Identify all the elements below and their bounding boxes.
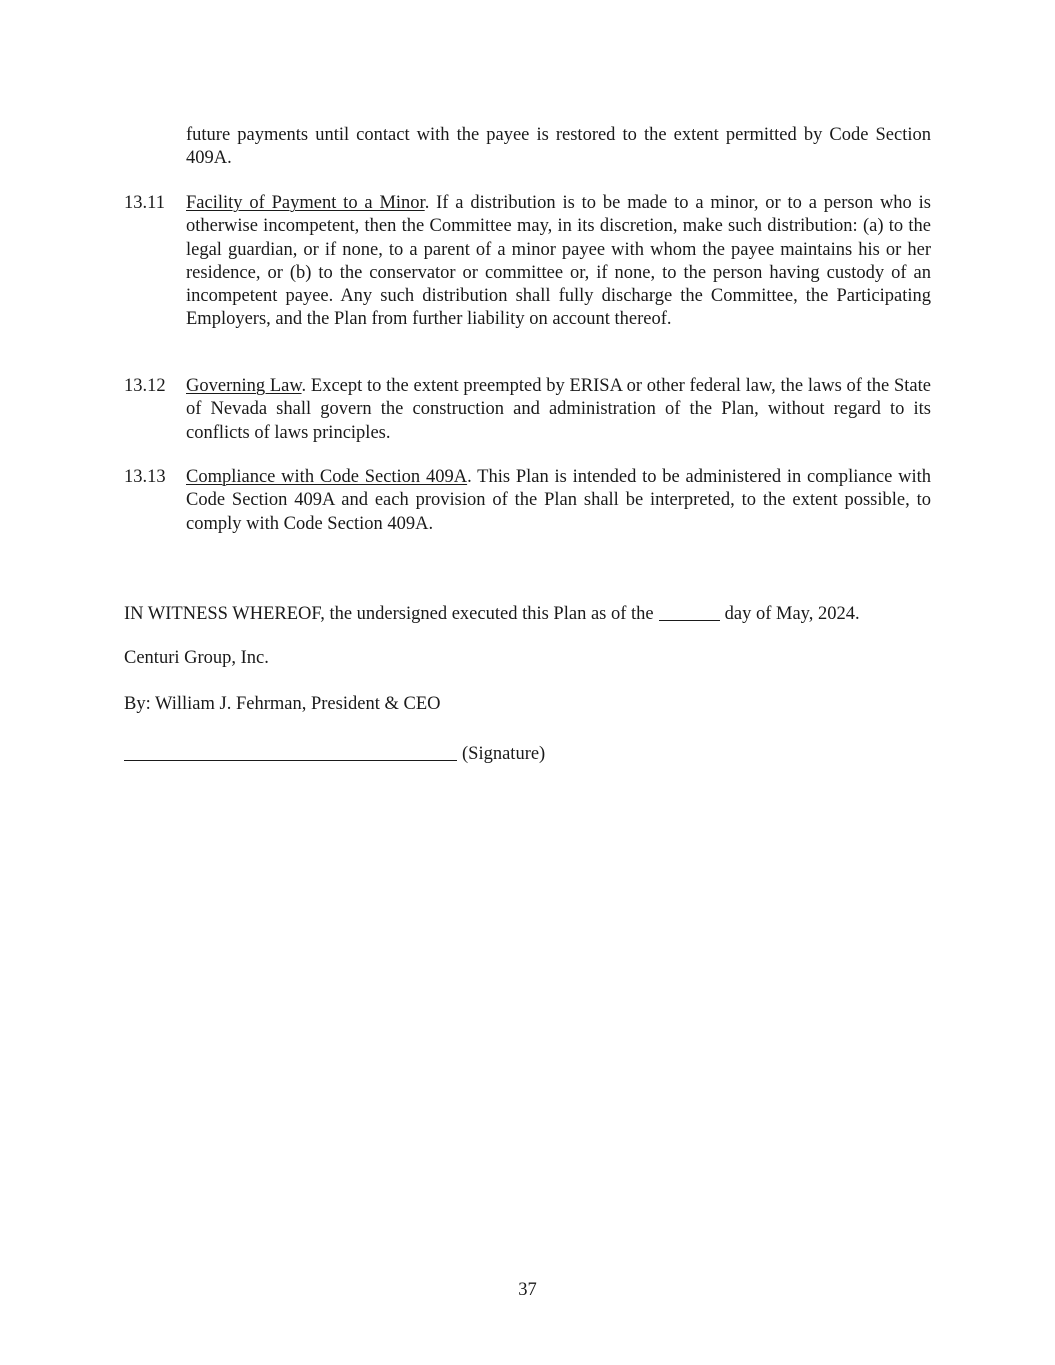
section-body	[186, 466, 931, 536]
day-blank	[659, 602, 720, 621]
company-name: Centuri Group, Inc.	[124, 648, 269, 668]
signature-blank	[124, 742, 457, 761]
section-13-11	[124, 192, 931, 332]
section-number: 13.12	[124, 376, 166, 396]
section-heading: Facility of Payment to a Minor	[186, 193, 425, 213]
section-heading: Compliance with Code Section 409A	[186, 467, 468, 487]
section-heading: Governing Law	[186, 376, 302, 396]
section-body	[186, 192, 931, 332]
signature-label: (Signature)	[462, 744, 546, 764]
section-text: . If a distribution is to be made to a minor, or to a person who is otherwise incompetent, then the Committee may, in its discretion, make such distribution: (a) to the legal guardian, or if none, to a parent of a minor payee with whom the payee maintains his or her residence, or (b) to the conservator or committee or, if none, to the person having custody of an incompetent payee. Any such distribution shall fully discharge the Committee, the Participating Employers, and the Plan from further liability on account thereof.	[186, 193, 931, 330]
witness-clause	[124, 600, 860, 626]
section-body	[186, 375, 931, 445]
signature-line	[124, 740, 545, 766]
signer-line: By: William J. Fehrman, President & CEO	[124, 694, 441, 714]
section-text: . This Plan is intended to be administered in compliance with Code Section 409A and each provision of the Plan shall be interpreted, to the extent possible, to comply with Code Section 409A.	[186, 467, 931, 534]
page-number: 37	[518, 1280, 537, 1300]
section-text: . Except to the extent preempted by ERISA or other federal law, the laws of the State of Nevada shall govern the construction and administration of the Plan, without regard to its conflicts of laws principles.	[186, 376, 931, 443]
witness-text-before: IN WITNESS WHEREOF, the undersigned executed this Plan as of the	[124, 604, 654, 624]
section-number: 13.13	[124, 467, 166, 487]
witness-text-after: day of May, 2024.	[724, 604, 860, 624]
section-number: 13.11	[124, 193, 165, 213]
section-13-13	[124, 466, 931, 536]
continuation-paragraph: future payments until contact with the payee is restored to the extent permitted by Code Section 409A.	[186, 125, 931, 169]
section-13-12	[124, 375, 931, 445]
